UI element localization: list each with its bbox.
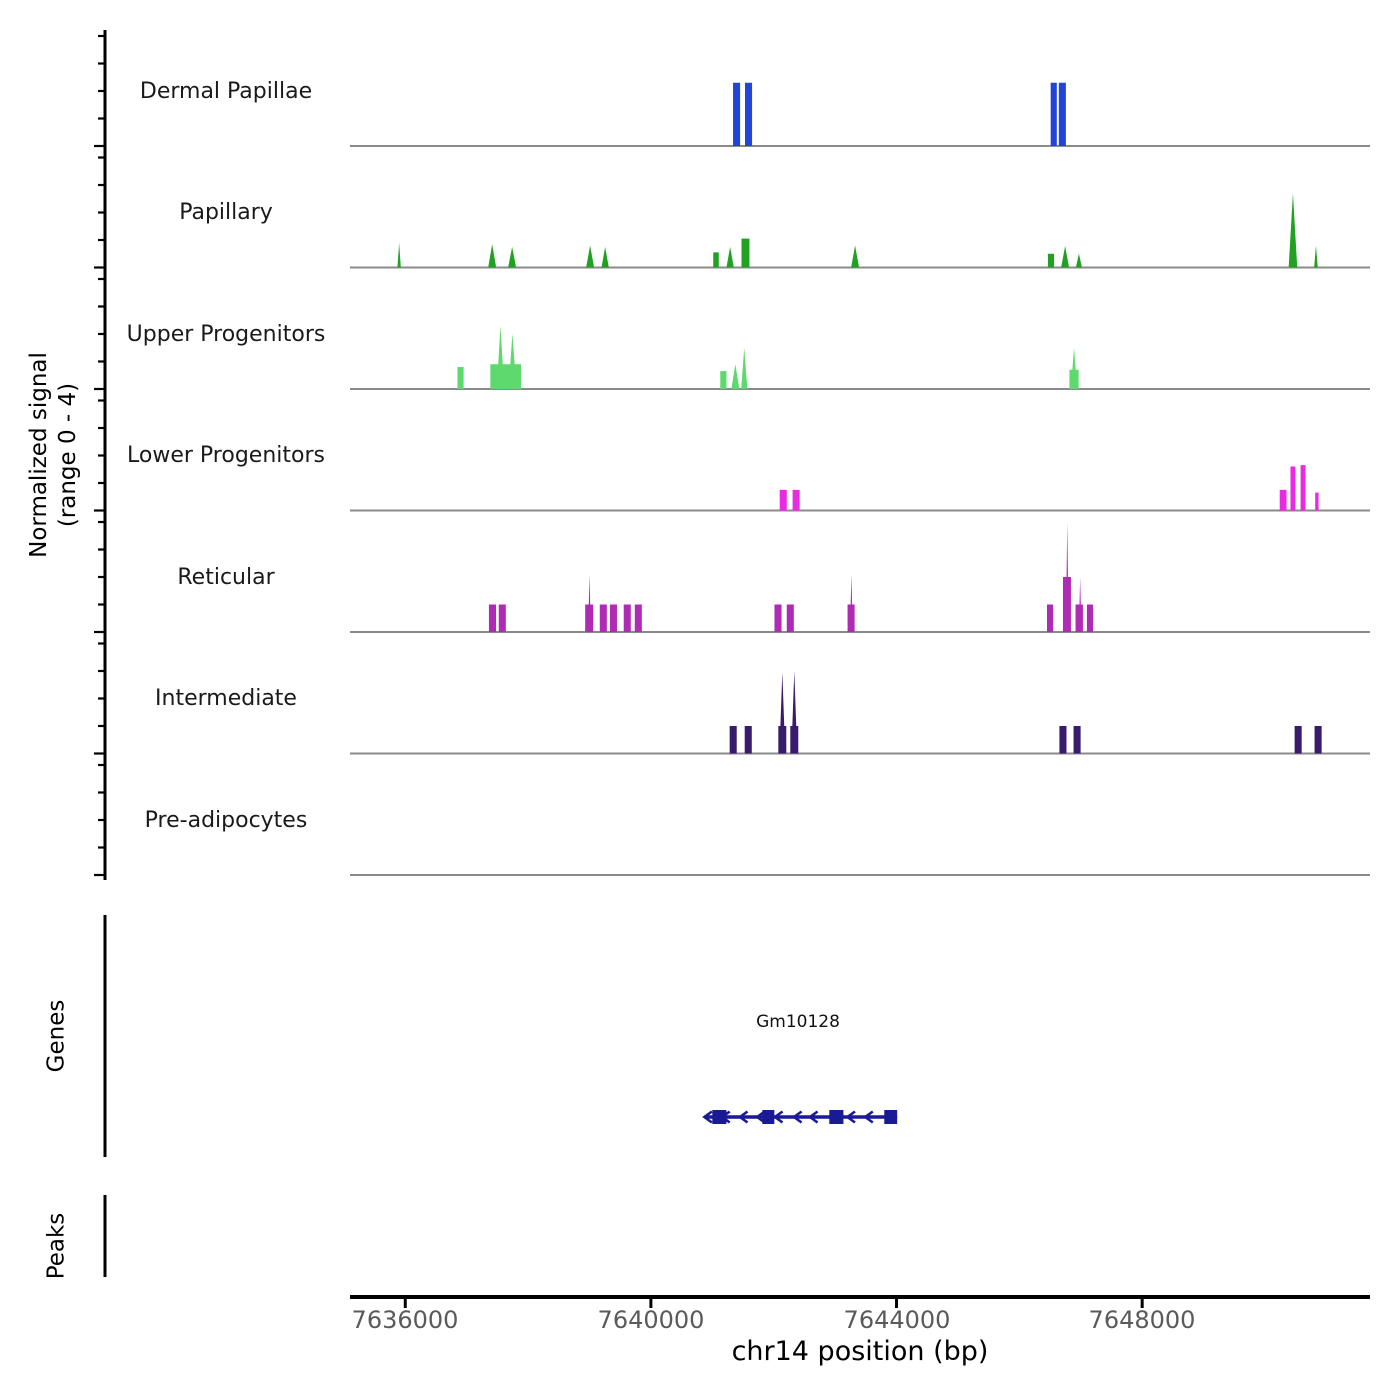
signal-peak xyxy=(1051,83,1057,146)
signal-peak xyxy=(780,490,787,511)
signal-peak xyxy=(713,252,719,267)
genes-section-label: Genes xyxy=(43,999,70,1073)
signal-peak xyxy=(397,243,400,268)
y-axis-label xyxy=(25,352,83,558)
signal-peak xyxy=(726,247,733,268)
gene-exon xyxy=(884,1110,897,1124)
signal-peak xyxy=(733,83,740,146)
signal-peak xyxy=(787,605,794,633)
signal-peak xyxy=(730,726,737,754)
signal-peak xyxy=(793,490,800,511)
signal-peak xyxy=(1047,605,1053,633)
signal-peak xyxy=(600,605,607,633)
signal-peak xyxy=(1071,348,1077,389)
x-tick-label-7644000: 7644000 xyxy=(843,1306,951,1334)
signal-peak xyxy=(610,605,617,633)
signal-peak xyxy=(499,605,506,633)
signal-peak xyxy=(490,364,521,389)
track-label-dermal-papillae: Dermal Papillae xyxy=(139,79,313,104)
signal-peak xyxy=(774,605,781,633)
signal-peak xyxy=(741,239,749,268)
signal-peak xyxy=(1315,726,1322,754)
track-label-intermediate: Intermediate xyxy=(155,686,297,711)
track-label-pre-adipocytes: Pre-adipocytes xyxy=(144,808,308,833)
signal-peak xyxy=(508,334,516,389)
signal-peak xyxy=(851,246,859,268)
signal-peak xyxy=(791,671,797,754)
signal-peak xyxy=(1289,193,1298,267)
signal-peak xyxy=(1074,726,1081,754)
signal-peak xyxy=(497,326,504,389)
signal-peak xyxy=(720,371,726,389)
signal-peak xyxy=(1076,254,1082,268)
signal-peak xyxy=(601,247,608,268)
signal-peak xyxy=(1280,490,1287,511)
signal-peak xyxy=(1059,726,1066,754)
signal-peak xyxy=(741,348,747,389)
track-label-reticular: Reticular xyxy=(177,565,275,590)
gene-model-gm10128 xyxy=(704,1110,897,1124)
signal-peak xyxy=(1087,605,1093,633)
signal-peak xyxy=(1314,246,1318,268)
signal-peak xyxy=(1061,246,1069,267)
signal-peak xyxy=(1290,467,1295,511)
signal-peak xyxy=(745,726,752,754)
signal-peak xyxy=(1059,83,1066,146)
signal-peak xyxy=(1295,726,1302,754)
signal-peak xyxy=(745,83,752,146)
x-axis-title: chr14 position (bp) xyxy=(731,1336,989,1367)
x-tick-label-7648000: 7648000 xyxy=(1088,1306,1196,1334)
track-label-upper-progenitors: Upper Progenitors xyxy=(126,322,326,347)
peaks-section-label: Peaks xyxy=(43,1212,70,1280)
signal-peak xyxy=(635,605,642,633)
signal-peak xyxy=(850,574,853,632)
signal-peak xyxy=(488,244,496,267)
signal-peak xyxy=(779,672,785,753)
signal-peak xyxy=(586,246,594,268)
gene-name-label: Gm10128 xyxy=(756,1012,840,1032)
signal-peak xyxy=(1301,465,1306,510)
signal-peak xyxy=(508,247,516,268)
signal-peak xyxy=(489,605,496,633)
signal-peak xyxy=(1048,254,1054,268)
track-label-papillary: Papillary xyxy=(179,200,273,225)
signal-peak xyxy=(588,574,591,632)
signal-peak xyxy=(624,605,631,633)
y-axis-label-line1: Normalized signal xyxy=(26,352,52,558)
signal-peak xyxy=(457,367,463,389)
signal-peak xyxy=(1315,493,1318,511)
y-axis-label-line2: (range 0 - 4) xyxy=(55,382,81,528)
track-label-lower-progenitors: Lower Progenitors xyxy=(127,443,325,468)
x-tick-label-7640000: 7640000 xyxy=(597,1306,705,1334)
x-tick-label-7636000: 7636000 xyxy=(351,1306,459,1334)
signal-peak xyxy=(731,364,739,389)
